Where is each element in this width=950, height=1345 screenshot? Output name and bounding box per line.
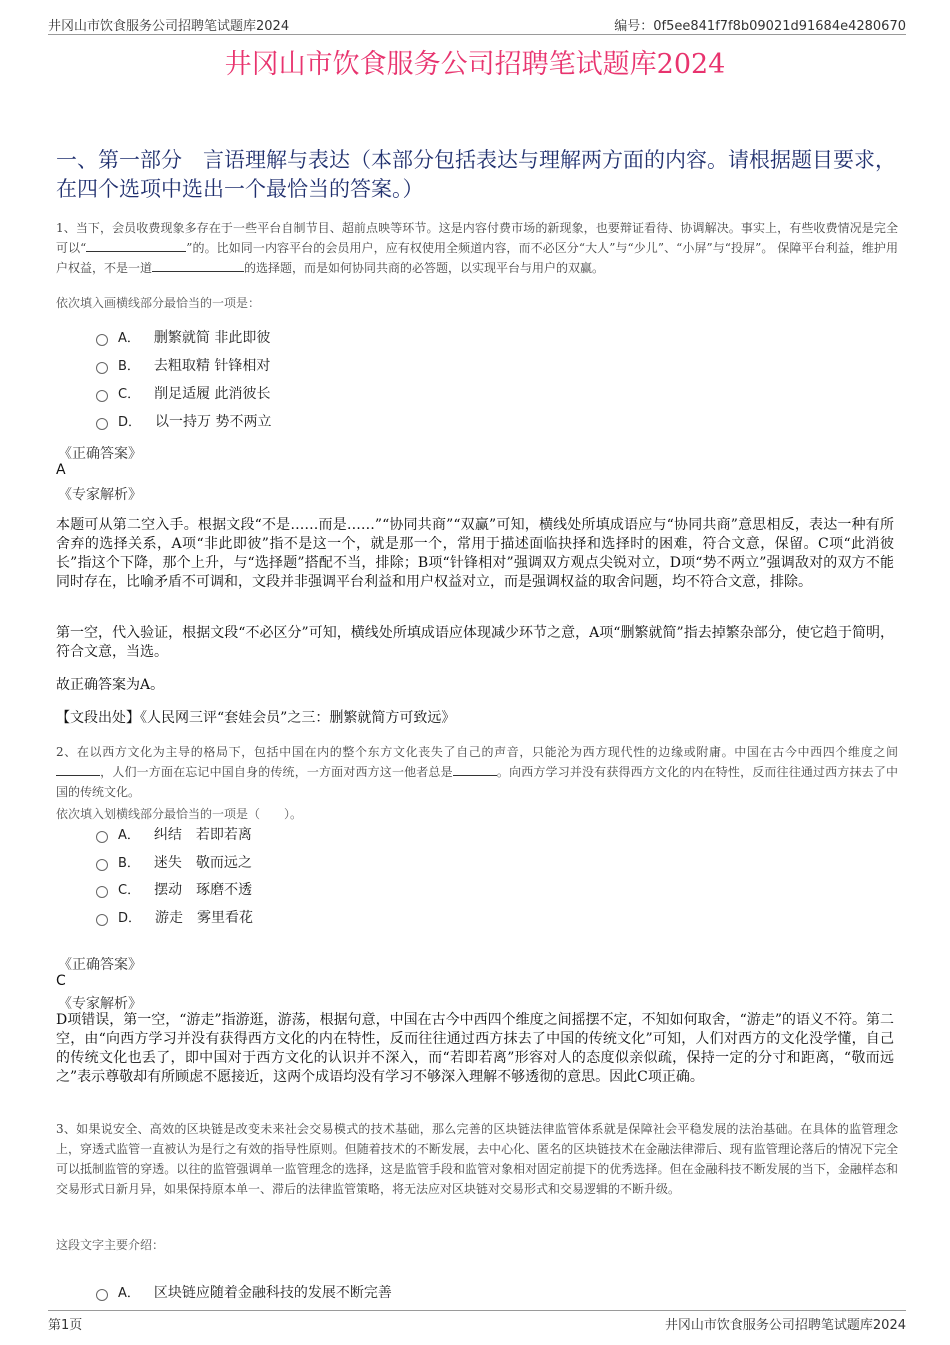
radio-icon[interactable] <box>96 859 108 871</box>
page-footer <box>48 1310 906 1335</box>
radio-icon[interactable] <box>96 390 108 402</box>
q1-source: 【文段出处】《人民网三评“套娃会员”之三：删繁就简方可致远》 <box>56 710 456 726</box>
blank-line <box>56 763 100 776</box>
blank-line <box>86 239 186 252</box>
radio-icon[interactable] <box>96 914 108 926</box>
blank-line <box>453 763 497 776</box>
q1-option-d[interactable]: D． 以一持万 势不两立 <box>96 412 271 432</box>
q2-option-b[interactable]: B． 迷失 敬而远之 <box>96 853 252 873</box>
page-header <box>48 14 906 35</box>
page-title: 井冈山市饮食服务公司招聘笔试题库2024 <box>224 49 726 80</box>
section-heading: 一、第一部分 言语理解与表达（本部分包括表达与理解两方面的内容。请根据题目要求，在四个选项中选出一个最恰当的答案。） <box>56 148 896 201</box>
header-doc-title: 井冈山市饮食服务公司招聘笔试题库2024 <box>48 19 290 34</box>
question-2-text: 2、在以西方文化为主导的格局下，包括中国在内的整个东方文化丧失了自己的声音，只能沦为西方现代性的边缘或附庸。中国在古今中西四个维度之间，人们一方面在忘记中国自身的传统，一方面对西方这一他者总是 。向西方学习并没有获得西方文化的内在特性，反而往往通过西方抹去了中国的传统文化。 <box>56 745 898 799</box>
q2-option-c[interactable]: C． 摆动 琢磨不透 <box>96 880 252 900</box>
q1-option-c[interactable]: C． 削足适履 此消彼长 <box>96 384 271 404</box>
q1-analysis-paragraph: 本题可从第二空入手。根据文段“不是……而是……”“协同共商”“双赢”可知，横线处所填成语应与“协同共商”意思相反，表达一种有所舍弃的选择关系，A项“非此即彼”指不是这一个，就是那一个，常用于描述面临抉择和选择时的困难，符合文意，保留。C项“此消彼长”指这个下降，那个上升，与“选择题”搭配不当，排除；B项“针锋相对”强调双方观点尖锐对立，D项“势不两立”强调敌对的双方不能同时存在，比喻矛盾不可调和，文段并非强调平台利益和用户权益对立，而是强调权益的取舍问题，均不符合文意，排除。 <box>56 517 894 590</box>
q1-option-a[interactable]: A． 删繁就简 非此即彼 <box>96 328 270 348</box>
question-3-prompt: 这段文字主要介绍： <box>56 1238 165 1252</box>
page-number: 第1页 <box>48 1318 83 1333</box>
q3-option-a[interactable]: A． 区块链应随着金融科技的发展不断完善 <box>96 1283 392 1303</box>
q1-answer-label: 《正确答案》 <box>58 446 142 462</box>
radio-icon[interactable] <box>96 831 108 843</box>
question-2-prompt: 依次填入划横线部分最恰当的一项是（ ）。 <box>56 807 303 821</box>
question-3-text: 3、如果说安全、高效的区块链是改变未来社会交易模式的技术基础，那么完善的区块链法律监管体系就是保障社会平稳发展的法治基础。在具体的监管理念上，穿透式监管一直被认为是行之有效的指导性原则。但随着技术的不断发展，去中心化、匿名的区块链技术在金融法律滞后、现有监管理论落后的情况下完全可以抵制监管的穿透。以往的监管强调单一监管理念的选择，这是监管手段和监管对象相对固定前提下的优秀选择。但在金融科技不断发展的当下，金融样态和交易形式日新月异，如果保持原本单一、滞后的法律监管策略，将无法应对区块链对交易形式和交易逻辑的不断升级。 <box>56 1122 898 1196</box>
q2-answer: C <box>56 973 66 989</box>
radio-icon[interactable] <box>96 418 108 430</box>
header-doc-id: 编号：0f5ee841f7f8b09021d91684e4280670 <box>614 19 906 34</box>
blank-line <box>152 259 244 272</box>
q1-analysis-label: 《专家解析》 <box>58 487 142 503</box>
q2-option-a[interactable]: A． 纠结 若即若离 <box>96 825 252 845</box>
radio-icon[interactable] <box>96 362 108 374</box>
q1-answer: A <box>56 462 66 478</box>
radio-icon[interactable] <box>96 1289 108 1301</box>
q1-option-b[interactable]: B． 去粗取精 针锋相对 <box>96 356 270 376</box>
radio-icon[interactable] <box>96 886 108 898</box>
q1-analysis-paragraph: 第一空，代入验证，根据文段“不必区分”可知，横线处所填成语应体现减少环节之意，A项“删繁就简”指去掉繁杂部分，使它趋于简明，符合文意，当选。 <box>56 625 894 660</box>
q2-analysis-label: 《专家解析》 <box>58 996 142 1012</box>
q1-analysis-conclusion: 故正确答案为A。 <box>56 677 165 693</box>
radio-icon[interactable] <box>96 334 108 346</box>
q2-analysis-paragraph: D项错误，第一空，“游走”指游逛，游荡，根据句意，中国在古今中西四个维度之间摇摆不定，不知如何取舍，“游走”的语义不符。第二空，由“向西方学习并没有获得西方文化的内在特性，反而往往通过西方抹去了中国的传统文化”可知，人们对西方的文化没学懂，自己的传统文化也丢了，即中国对于西方文化的认识并不深入，而“若即若离”形容对人的态度似亲似疏，保持一定的分寸和距离，“敬而远之”表示尊敬却有所顾虑不愿接近，这两个成语均没有学习不够深入理解不够透彻的意思。因此C项正确。 <box>56 1012 894 1085</box>
q2-option-d[interactable]: D． 游走 雾里看花 <box>96 908 253 928</box>
q2-answer-label: 《正确答案》 <box>58 957 142 973</box>
question-1-prompt: 依次填入画横线部分最恰当的一项是： <box>56 296 261 310</box>
question-1-text: 1、当下，会员收费现象多存在于一些平台自制节目、超前点映等环节。这是内容付费市场的新现象，也要辩证看待、协调解决。事实上，有些收费情况是完全可以“ ”的。比如同一内容平台的会员用户，应有权使用全频道内容，而不必区分“大人”与“少儿”、“小屏”与“投屏”。 保障平台利益，维护用户权益，不是一道 的选择题，而是如何协同共商的必答题，以实现平台与用户的双赢。 <box>56 221 898 275</box>
footer-doc-title: 井冈山市饮食服务公司招聘笔试题库2024 <box>664 1318 906 1333</box>
